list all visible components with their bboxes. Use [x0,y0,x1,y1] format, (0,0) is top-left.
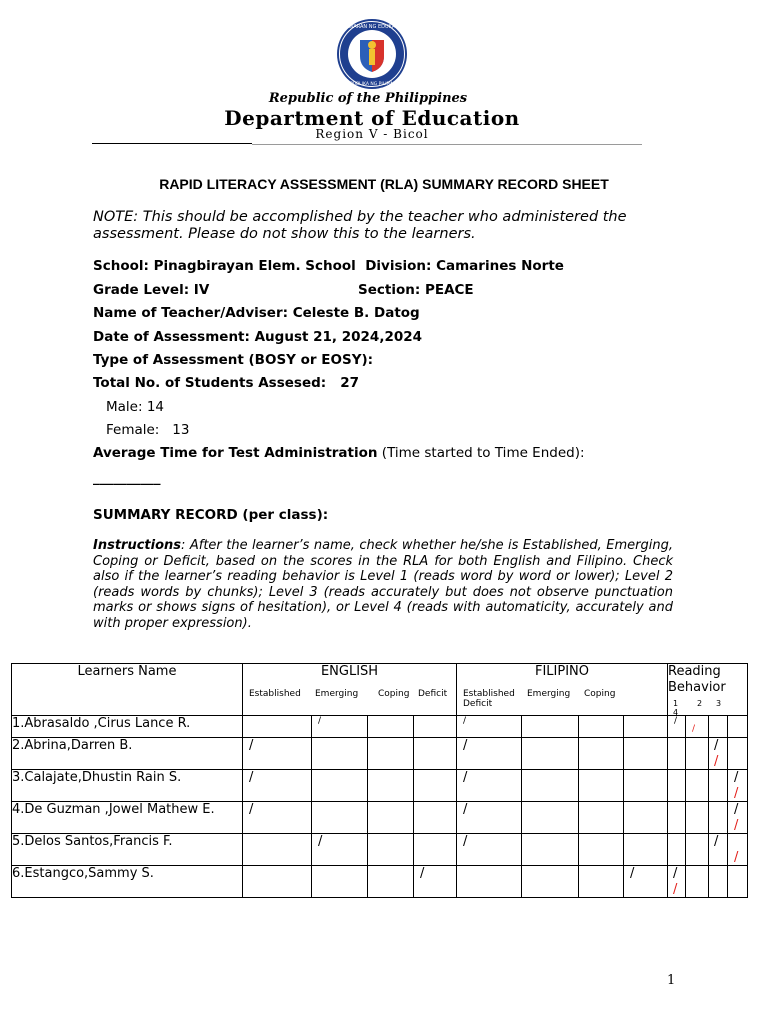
check-mark: / [734,770,739,785]
table-row [12,866,748,898]
english-emerging-label: Emerging [315,689,359,699]
assessment-type-line: Type of Assessment (BOSY or EOSY): [93,352,374,368]
table-row [12,738,748,770]
reading-level-4-cell[interactable] [728,738,748,770]
learner-name: 2.Abrina,Darren B. [12,738,243,770]
header-rule-dark [92,143,252,144]
filipino-deficit-cell[interactable] [624,802,668,834]
average-time-line [93,445,585,461]
check-mark: / [249,802,254,817]
summary-record-table [11,663,748,898]
learners-name-header: Learners Name [12,664,243,716]
english-deficit-label: Deficit [418,689,448,699]
reading-level-3-cell[interactable] [709,770,728,802]
english-established-cell[interactable] [243,834,312,866]
english-emerging-cell[interactable] [312,866,368,898]
english-emerging-cell[interactable] [312,802,368,834]
filipino-coping-cell[interactable] [579,802,624,834]
filipino-deficit-cell[interactable] [624,738,668,770]
teacher-line: Name of Teacher/Adviser: Celeste B. Datog [93,305,420,321]
page-number: 1 [667,973,676,988]
filipino-established-cell[interactable] [457,866,522,898]
female-count: Female: 13 [106,422,190,438]
summary-record-heading: SUMMARY RECORD (per class): [93,507,329,523]
english-coping-label: Coping [378,689,410,699]
table-header-row [12,664,748,716]
check-mark: / [463,834,468,849]
filipino-deficit-label: Deficit [463,699,493,709]
document-title: RAPID LITERACY ASSESSMENT (RLA) SUMMARY RECORD SHEET [159,176,609,192]
reading-level-4: 4 [673,708,679,717]
learner-name: 4.De Guzman ,Jowel Mathew E. [12,802,243,834]
table-row [12,770,748,802]
filipino-emerging-cell[interactable] [522,716,579,738]
reading-level-2-cell[interactable] [686,866,709,898]
instructions-paragraph [93,538,673,631]
learner-name: 6.Estangco,Sammy S. [12,866,243,898]
english-deficit-cell[interactable] [414,802,457,834]
red-check-mark: / [714,754,719,769]
english-established-cell[interactable] [243,866,312,898]
check-mark: / [714,834,719,849]
filipino-established-cell[interactable] [457,738,522,770]
total-students-line: Total No. of Students Assesed: 27 [93,375,360,391]
red-check-mark: / [734,818,739,833]
filipino-emerging-cell[interactable] [522,770,579,802]
reading-level-4-cell[interactable] [728,770,748,802]
filipino-established-cell[interactable] [457,802,522,834]
check-mark: / [463,716,467,726]
filipino-established-label: Established [463,689,515,699]
english-emerging-cell[interactable] [312,770,368,802]
male-count: Male: 14 [106,399,164,415]
filipino-coping-cell[interactable] [579,738,624,770]
filipino-emerging-cell[interactable] [522,802,579,834]
check-mark: / [714,738,719,753]
section-line: Section: PEACE [358,282,474,298]
note-text: NOTE: This should be accomplished by the teacher who administered the assessment. Please do not show this to the learners. [93,209,627,242]
english-deficit-cell[interactable] [414,866,457,898]
english-deficit-cell[interactable] [414,716,457,738]
reading-level-1-cell[interactable] [668,866,686,898]
reading-level-2-cell[interactable] [686,770,709,802]
filipino-header-label: FILIPINO [534,664,590,679]
check-mark: / [318,834,323,849]
filipino-deficit-cell[interactable] [624,770,668,802]
learner-name: 3.Calajate,Dhustin Rain S. [12,770,243,802]
english-coping-cell[interactable] [368,866,414,898]
reading-level-1-cell[interactable] [668,716,686,738]
table-row [12,802,748,834]
check-mark: / [249,738,254,753]
filipino-coping-cell[interactable] [579,866,624,898]
school-division-line: School: Pinagbirayan Elem. School Division: Camarines Norte [93,258,564,274]
english-coping-cell[interactable] [368,716,414,738]
department-heading: Department of Education [224,106,520,130]
english-deficit-cell[interactable] [414,834,457,866]
reading-level-1-cell[interactable] [668,738,686,770]
filipino-emerging-cell[interactable] [522,738,579,770]
english-coping-cell[interactable] [368,738,414,770]
date-line: Date of Assessment: August 21, 2024,2024 [93,329,423,345]
english-emerging-cell[interactable] [312,716,368,738]
english-emerging-cell[interactable] [312,834,368,866]
instructions-label: Instructions [93,538,182,553]
check-mark: / [463,802,468,817]
english-deficit-cell[interactable] [414,738,457,770]
check-mark: / [673,866,678,881]
filipino-emerging-cell[interactable] [522,866,579,898]
check-mark: / [249,770,254,785]
check-mark: / [318,716,322,726]
filipino-established-cell[interactable] [457,834,522,866]
filipino-established-cell[interactable] [457,716,522,738]
filipino-deficit-cell[interactable] [624,716,668,738]
reading-level-3: 3 [716,699,722,708]
reading-level-1: 1 [673,699,679,708]
check-mark: / [463,770,468,785]
reading-level-3-cell[interactable] [709,834,728,866]
reading-level-3-cell[interactable] [709,866,728,898]
average-time-hint: (Time started to Time Ended): [377,445,585,461]
red-check-mark: / [673,882,678,897]
republic-heading: Republic of the Philippines [268,91,468,106]
reading-level-4-cell[interactable] [728,866,748,898]
reading-level-1-cell[interactable] [668,770,686,802]
english-coping-cell[interactable] [368,802,414,834]
table-row [12,834,748,866]
filipino-deficit-cell[interactable] [624,866,668,898]
svg-text:KAGAWARAN NG EDUKASYON: KAGAWARAN NG EDUKASYON [335,24,409,30]
reading-behavior-header [668,664,748,716]
red-check-mark: / [734,850,739,865]
average-time-blank: __________ [93,470,161,486]
filipino-coping-label: Coping [584,689,616,699]
filipino-deficit-cell[interactable] [624,834,668,866]
filipino-emerging-cell[interactable] [522,834,579,866]
filipino-header [457,664,668,716]
instructions-text: : After the learner’s name, check whether he/she is Established, Emerging, Coping or Deficit, based on the scores in the RLA for both English and Filipino. Check also if the learner’s reading behavior is Level 1 (reads word by word or lower); Level 2 (reads words by chunks); Level 3 (reads accurately but does not observe punctuation marks or shows signs of hesitation), or Level 4 (reads with automaticity, accurately and with proper expression). [93,538,673,631]
english-coping-cell[interactable] [368,834,414,866]
filipino-emerging-label: Emerging [527,689,571,699]
learner-name: 5.Delos Santos,Francis F. [12,834,243,866]
english-coping-cell[interactable] [368,770,414,802]
filipino-established-cell[interactable] [457,770,522,802]
red-check-mark: / [734,786,739,801]
reading-level-4-cell[interactable] [728,834,748,866]
filipino-coping-cell[interactable] [579,834,624,866]
english-emerging-cell[interactable] [312,738,368,770]
reading-level-1-cell[interactable] [668,834,686,866]
english-established-cell[interactable] [243,802,312,834]
average-time-label: Average Time for Test Administration [93,445,378,461]
learner-name: 1.Abrasaldo ,Cirus Lance R. [12,716,243,738]
filipino-coping-cell[interactable] [579,716,624,738]
header-rule-light [252,144,642,145]
english-established-label: Established [249,689,301,699]
region-heading: Region V - Bicol [315,127,429,141]
reading-level-3-cell[interactable] [709,802,728,834]
reading-level-1-cell[interactable] [668,802,686,834]
reading-behavior-label: Reading Behavior [668,664,726,695]
reading-level-2-cell[interactable] [686,716,709,738]
svg-text:REPUBLIKA NG PILIPINAS: REPUBLIKA NG PILIPINAS [344,82,400,87]
table-row [12,716,748,738]
reading-level-4-cell[interactable] [728,802,748,834]
english-established-cell[interactable] [243,770,312,802]
english-established-cell[interactable] [243,716,312,738]
check-mark: / [420,866,425,881]
reading-level-3-cell[interactable] [709,716,728,738]
check-mark: / [734,802,739,817]
reading-level-4-cell[interactable] [728,716,748,738]
reading-level-2: 2 [697,699,703,708]
filipino-coping-cell[interactable] [579,770,624,802]
grade-level-line: Grade Level: IV [93,282,210,298]
reading-level-2-cell[interactable] [686,738,709,770]
check-mark: / [630,866,635,881]
check-mark: / [463,738,468,753]
english-header-label: ENGLISH [320,664,379,679]
english-established-cell[interactable] [243,738,312,770]
check-mark: / [674,716,678,726]
reading-level-3-cell[interactable] [709,738,728,770]
reading-level-2-cell[interactable] [686,802,709,834]
red-check-mark: / [692,724,696,734]
deped-seal [332,18,412,90]
english-header [243,664,457,716]
english-deficit-cell[interactable] [414,770,457,802]
reading-level-2-cell[interactable] [686,834,709,866]
